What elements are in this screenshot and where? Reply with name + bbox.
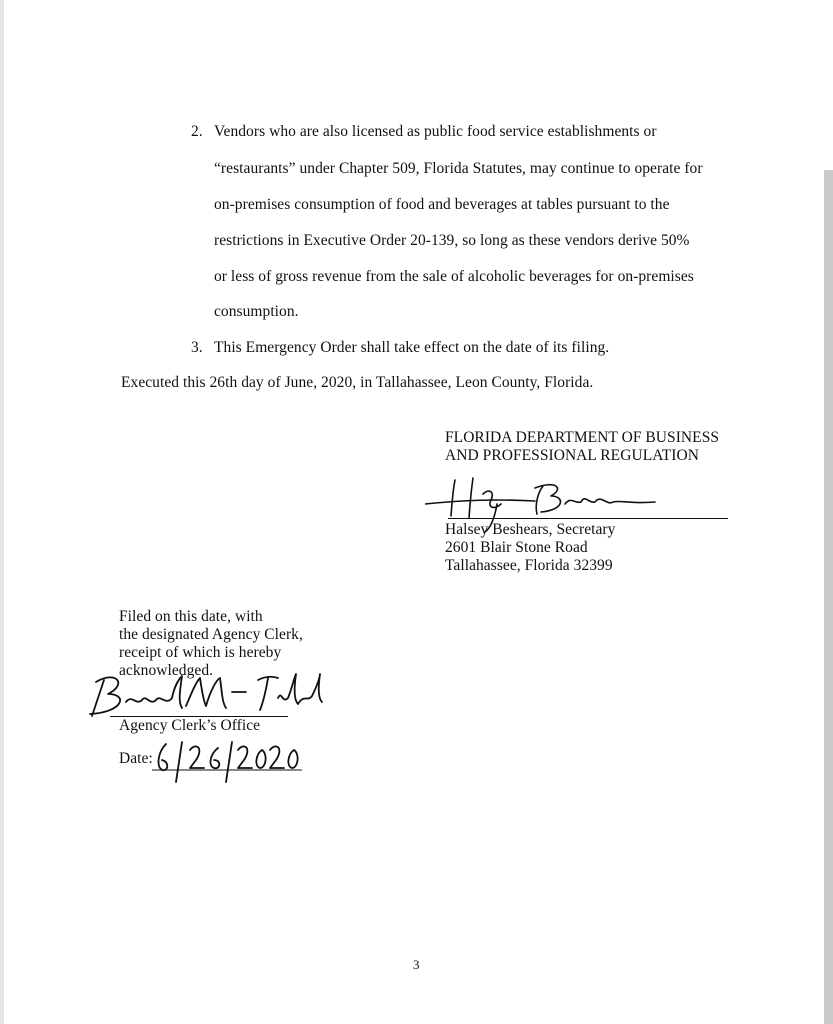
filing-line-3: receipt of which is hereby xyxy=(119,644,282,661)
clerk-office-label: Agency Clerk’s Office xyxy=(119,717,261,734)
item-2-line-3: on-premises consumption of food and beverages at tables pursuant to the xyxy=(214,196,670,213)
item-2-line-2: “restaurants” under Chapter 509, Florida Statutes, may continue to operate for xyxy=(214,160,703,177)
signer-address-line-1: 2601 Blair Stone Road xyxy=(445,539,588,556)
filing-line-2: the designated Agency Clerk, xyxy=(119,626,303,643)
item-3-number: 3. xyxy=(191,339,203,356)
signer-address-line-2: Tallahassee, Florida 32399 xyxy=(445,557,613,574)
item-2-line-5: or less of gross revenue from the sale of alcoholic beverages for on-premises xyxy=(214,268,694,285)
date-label: Date: xyxy=(119,750,153,767)
filing-line-1: Filed on this date, with xyxy=(119,608,263,625)
item-2-line-1: Vendors who are also licensed as public food service establishments or xyxy=(214,123,657,140)
filing-line-4: acknowledged. xyxy=(119,662,214,679)
item-3-line-1: This Emergency Order shall take effect on the date of its filing. xyxy=(214,339,610,356)
executed-statement: Executed this 26th day of June, 2020, in Tallahassee, Leon County, Florida. xyxy=(121,374,594,391)
item-2-line-6: consumption. xyxy=(214,303,299,320)
agency-name-line-2: AND PROFESSIONAL REGULATION xyxy=(445,447,699,464)
item-2-number: 2. xyxy=(191,123,203,140)
signer-name: Halsey Beshears, Secretary xyxy=(445,521,616,538)
page-number: 3 xyxy=(413,957,420,972)
secretary-signature-line xyxy=(448,518,728,519)
item-2-line-4: restrictions in Executive Order 20-139, so long as these vendors derive 50% xyxy=(214,232,690,249)
agency-name-line-1: FLORIDA DEPARTMENT OF BUSINESS xyxy=(445,429,720,446)
handwritten-date xyxy=(152,738,302,786)
